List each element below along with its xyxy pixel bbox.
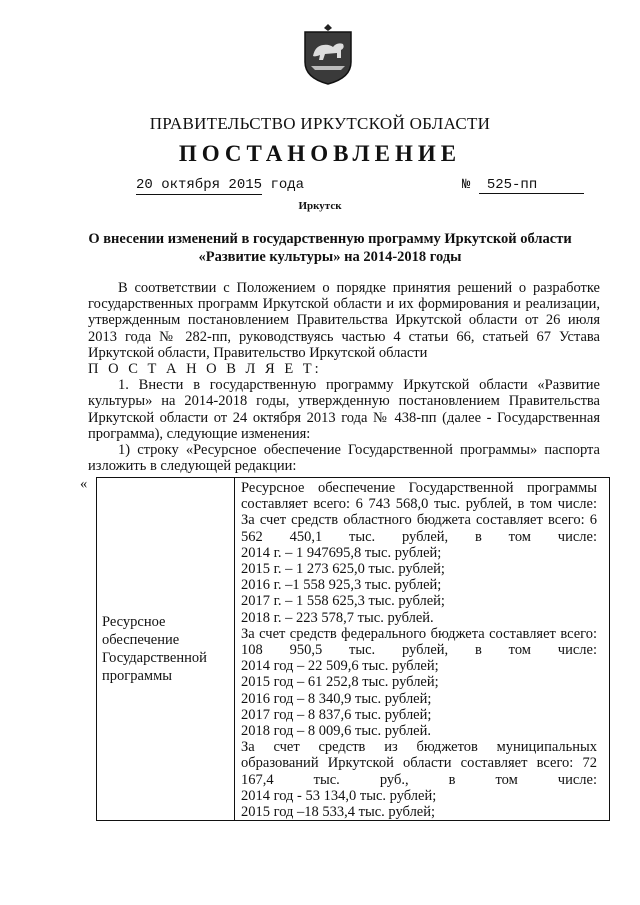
label-line: Государственной [102,650,207,667]
regional-2018: 2018 г. – 223 578,7 тыс. рублей. [241,609,434,626]
federal-2016: 2016 год – 8 340,9 тыс. рублей; [241,690,432,707]
number-value: 525-пп [486,177,538,193]
row-value [235,478,610,821]
paragraph-preamble: В соответствии с Положением о порядке принятия решений о разработке государственных программ Иркутской области и их формирования и реализации, утвержденным постановлением Правительства Иркутской области от 26 июля 2013 года № 282-пп, руководствуясь частью 4 статьи 66, статьей 67 Устава Иркутской области, Правительство Иркутской области [88,280,600,361]
date-value: 20 октября 2015 [136,177,263,193]
regional-budget-total: За счет средств областного бюджета составляет всего: 6 562 450,1 тыс. рублей, в том числе: [241,512,597,545]
row-label [97,478,235,821]
municipal-2015: 2015 год –18 533,4 тыс. рублей; [241,804,436,821]
subject-line-1: О внесении изменений в государственную программу Иркутской области [88,231,572,247]
regional-2014: 2014 г. – 1 947695,8 тыс. рублей; [241,544,442,561]
decree-body [88,280,600,474]
irkutsk-coat-of-arms-icon [301,22,355,86]
municipal-budget-total: За счет средств из бюджетов муниципальных образований Иркутской области составляет всего: 72 167,4 тыс. руб., в том числе: [241,739,597,788]
decree-number [462,177,584,194]
federal-2015: 2015 год – 61 252,8 тыс. рублей; [241,674,439,691]
government-name: ПРАВИТЕЛЬСТВО ИРКУТСКОЙ ОБЛАСТИ [149,114,491,133]
label-line: программы [102,668,172,685]
federal-2018: 2018 год – 8 009,6 тыс. рублей. [241,723,432,740]
regional-2017: 2017 г. – 1 558 625,3 тыс. рублей; [241,593,445,610]
opening-quote: « [80,476,88,492]
subject-line-2: «Развитие культуры» на 2014-2018 годы [198,249,462,265]
federal-2017: 2017 год – 8 837,6 тыс. рублей; [241,706,432,723]
decree-date [136,177,304,193]
number-prefix: № [462,177,471,193]
paragraph-item-1-1: 1) строку «Ресурсное обеспечение Государственной программы» паспорта изложить в следующей редакции: [88,442,600,475]
decree-subject [70,230,590,266]
paragraph-item-1: 1. Внести в государственную программу Иркутской области «Развитие культуры» на 2014-2018 годы, утвержденную постановлением Правительства Иркутской области от 24 октября 2013 года № 438-пп (далее - Государственная программа), следующие изменения: [88,377,600,442]
total-funding: Ресурсное обеспечение Государственной программы составляет всего: 6 743 568,0 тыс. рублей, в том числе: [241,480,597,513]
resource-table [96,477,610,821]
municipal-2014: 2014 год - 53 134,0 тыс. рублей; [241,787,437,804]
federal-2014: 2014 год – 22 509,6 тыс. рублей; [241,658,439,675]
federal-budget-total: За счет средств федерального бюджета составляет всего: 108 950,5 тыс. рублей, в том числе: [241,625,597,659]
regional-2016: 2016 г. –1 558 925,3 тыс. рублей; [241,577,442,594]
regional-2015: 2015 г. – 1 273 625,0 тыс. рублей; [241,561,445,578]
resolve-heading: П О С Т А Н О В Л Я Е Т: [88,361,322,378]
document-type: ПОСТАНОВЛЕНИЕ [178,141,462,166]
label-line: обеспечение [102,632,180,649]
date-suffix: года [270,177,305,193]
city: Иркутск [298,200,342,212]
table-row [97,478,610,821]
label-line: Ресурсное [102,614,166,631]
